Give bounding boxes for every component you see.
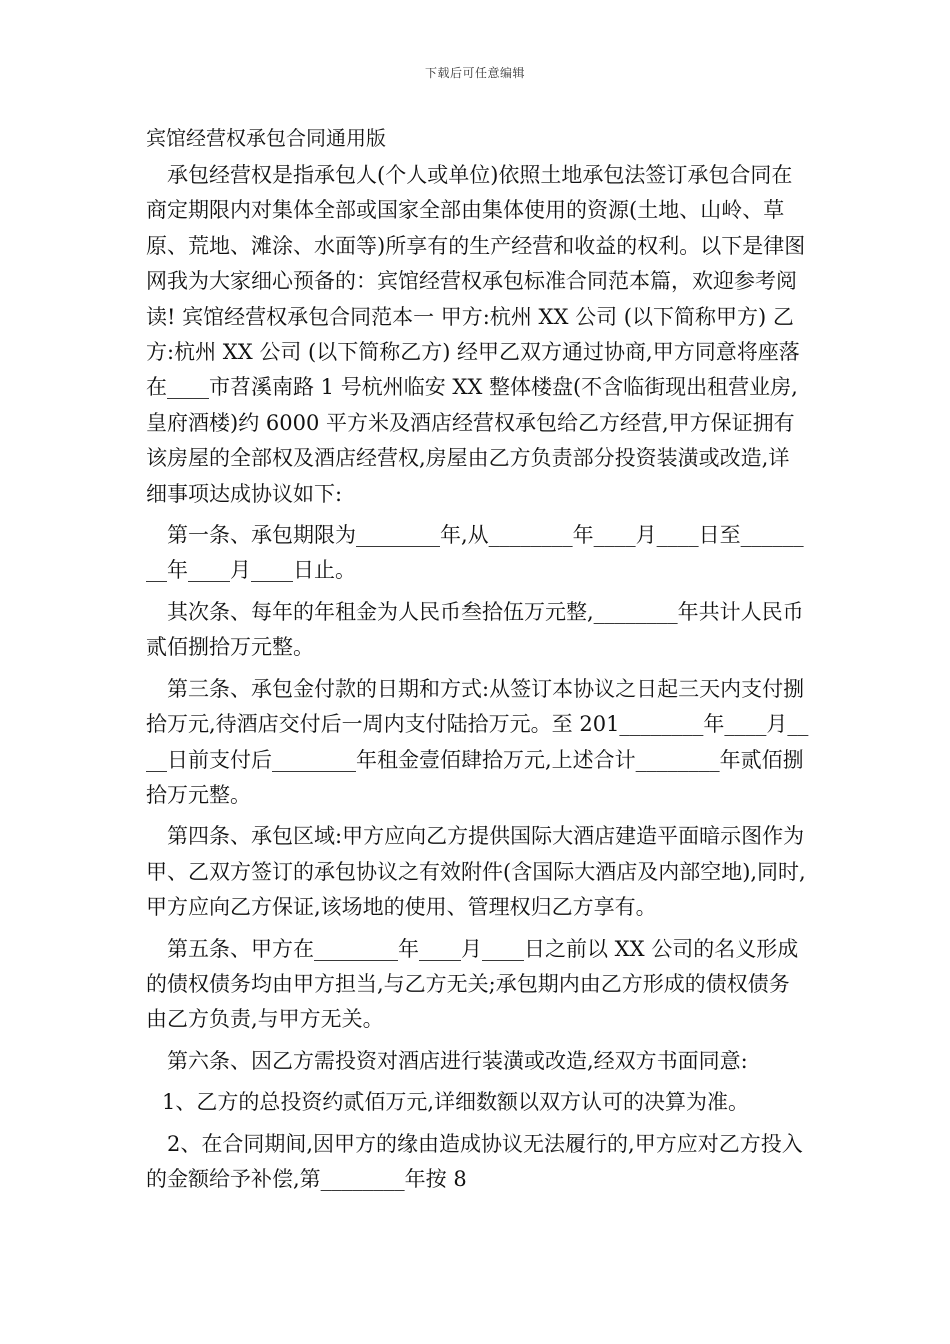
article-3-paragraph: 第三条、承包金付款的日期和方式:从签订本协议之日起三天内支付捌拾万元,待酒店交付后一周内支付陆拾万元。至 201________年____月____日前支付后________年租金壹佰肆拾万元,上述合计________年贰佰捌拾万元整。 xyxy=(146,676,809,807)
article-6-paragraph: 第六条、因乙方需投资对酒店进行装潢或改造,经双方书面同意: xyxy=(167,1048,748,1073)
article-5-paragraph: 第五条、甲方在________年____月____日之前以 XX 公司的名义形成的债权债务均由甲方担当,与乙方无关;承包期内由乙方形成的债权债务由乙方负责,与甲方无关。 xyxy=(146,936,799,1032)
document-body xyxy=(146,122,810,1197)
article-6-item-1: 1、乙方的总投资约贰佰万元,详细数额以双方认可的决算为准。 xyxy=(162,1090,750,1115)
article-2-paragraph: 其次条、每年的年租金为人民币叁拾伍万元整,________年共计人民币贰佰捌拾万元整。 xyxy=(146,599,804,660)
intro-paragraph: 承包经营权是指承包人(个人或单位)依照土地承包法签订承包合同在商定期限内对集体全部或国家全部由集体使用的资源(土地、山岭、草原、荒地、滩涂、水面等)所享有的生产经营和收益的权利。以下是律图网我为大家细心预备的：宾馆经营权承包标准合同范本篇，欢迎参考阅读! 宾馆经营权承包合同范本一 甲方:杭州 XX 公司 (以下简称甲方) 乙方:杭州 XX 公司 (以下简称乙方) 经甲乙双方通过协商,甲方同意将座落在____市苕溪南路 1 号杭州临安 XX 整体楼盘(不含临街现出租营业房,皇府酒楼)约 6000 平方米及酒店经营权承包给乙方经营,甲方保证拥有该房屋的全部权及酒店经营权,房屋由乙方负责部分投资装潢或改造,详细事项达成协议如下: xyxy=(146,163,806,506)
page-header-note: 下载后可任意编辑 xyxy=(424,66,525,80)
article-6-item-2: 2、在合同期间,因甲方的缘由造成协议无法履行的,甲方应对乙方投入的金额给予补偿,第________年按 8 xyxy=(146,1131,803,1191)
article-1-paragraph: 第一条、承包期限为________年,从________年____月____日至________年____月____日止。 xyxy=(146,523,804,583)
article-4-paragraph: 第四条、承包区域:甲方应向乙方提供国际大酒店建造平面暗示图作为甲、乙双方签订的承包协议之有效附件(含国际大酒店及内部空地),同时,甲方应向乙方保证,该场地的使用、管理权归乙方享有。 xyxy=(146,824,806,920)
document-title: 宾馆经营权承包合同通用版 xyxy=(146,126,386,150)
